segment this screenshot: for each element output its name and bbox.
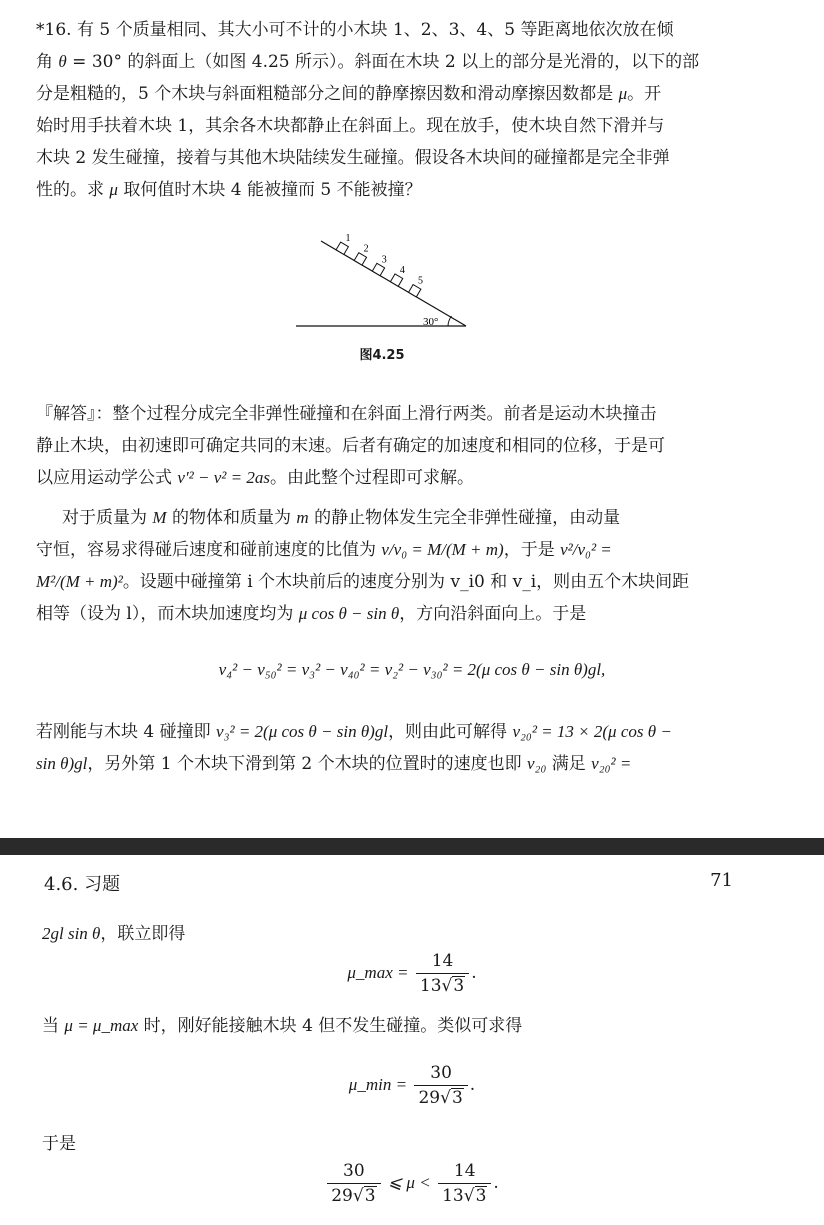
angle-label: 30° bbox=[423, 316, 439, 328]
answer-line-3: 以应用运动学公式 v′² − v² = 2as。由此整个过程即可求解。 bbox=[36, 468, 474, 488]
problem-line-4: 始时用手扶着木块 1，其余各木块都静止在斜面上。现在放手，使木块自然下滑并与 bbox=[36, 116, 665, 136]
page-separator bbox=[0, 838, 824, 855]
answer-para2-line-3: M²/(M + m)²。设题中碰撞第 i 个木块前后的速度分别为 v_i0 和 v_i，则由五个木块间距 bbox=[36, 572, 690, 592]
problem-line-2: 角 θ = 30° 的斜面上（如图 4.25 所示）。斜面在木块 2 以上的部分是光滑的，以下的部 bbox=[36, 52, 700, 72]
answer-line-1: 『解答』：整个过程分成完全非弹性碰撞和在斜面上滑行两类。前者是运动木块撞击 bbox=[36, 404, 657, 424]
figure-caption: 图4.25 bbox=[359, 348, 405, 363]
answer-para2-line-2: 守恒，容易求得碰后速度和碰前速度的比值为 v/v₀ = M/(M + m)，于是 v²/v₀² = bbox=[36, 540, 612, 560]
incline-figure bbox=[296, 234, 476, 334]
problem-line-1: *16. 有 5 个质量相同、其大小可不计的小木块 1、2、3、4、5 等距离地依次放在倾 bbox=[36, 20, 674, 40]
final-inequality: $\frac{30}{29√3}$ ⩽ μ < $\frac{14}{13√3}$ . bbox=[0, 1160, 824, 1207]
answer-line-2: 静止木块，由初速即可确定共同的末速。后者有确定的加速度和相同的位移，于是可 bbox=[36, 436, 665, 456]
answer-para2-line-1: 对于质量为 M 的物体和质量为 m 的静止物体发生完全非弹性碰撞，由动量 bbox=[62, 508, 621, 528]
block-label-4: 4 bbox=[399, 264, 405, 276]
answer-para3-line-2: sin θ)gl，另外第 1 个木块下滑到第 2 个木块的位置时的速度也即 v₂₀ 满足 v₂₀² = bbox=[36, 754, 632, 774]
page-number: 71 bbox=[710, 870, 733, 891]
answer-para2-line-4: 相等（设为 l），而木块加速度均为 μ cos θ − sin θ，方向沿斜面向上。于是 bbox=[36, 604, 587, 624]
angle-arc bbox=[448, 316, 452, 326]
problem-line-3: 分是粗糙的，5 个木块与斜面粗糙部分之间的静摩擦因数和滑动摩擦因数都是 μ。开 bbox=[36, 84, 662, 104]
mu-max-equation: μ_max = $\frac{14}{13√3}$ . bbox=[347, 951, 477, 996]
problem-line-5: 木块 2 发生碰撞，接着与其他木块陆续发生碰撞。假设各木块间的碰撞都是完全非弹 bbox=[36, 148, 670, 168]
mu-min-equation: μ_min = $\frac{30}{29√3}$ . bbox=[348, 1063, 476, 1108]
therefore-line: 于是 bbox=[42, 1134, 76, 1154]
problem-line-6: 性的。求 μ 取何值时木块 4 能被撞而 5 不能被撞？ bbox=[36, 180, 422, 200]
section-header: 4.6. 习题 bbox=[44, 874, 121, 895]
when-line: 当 μ = μ_max 时，刚好能接触木块 4 但不发生碰撞。类似可求得 bbox=[42, 1016, 523, 1036]
equation-chain: v₄² − v₅₀² = v₃² − v₄₀² = v₂² − v₃₀² = 2(μ cos θ − sin θ)gl, bbox=[218, 660, 606, 679]
answer-para3-line-1: 若刚能与木块 4 碰撞即 v₃² = 2(μ cos θ − sin θ)gl，则由此可解得 v₂₀² = 13 × 2(μ cos θ − bbox=[36, 722, 672, 742]
block-label-1: 1 bbox=[345, 234, 351, 245]
block-label-2: 2 bbox=[363, 243, 369, 255]
block-label-3: 3 bbox=[381, 254, 387, 266]
block-label-5: 5 bbox=[417, 275, 423, 287]
continuation-line: 2gl sin θ，联立即得 bbox=[42, 924, 186, 944]
